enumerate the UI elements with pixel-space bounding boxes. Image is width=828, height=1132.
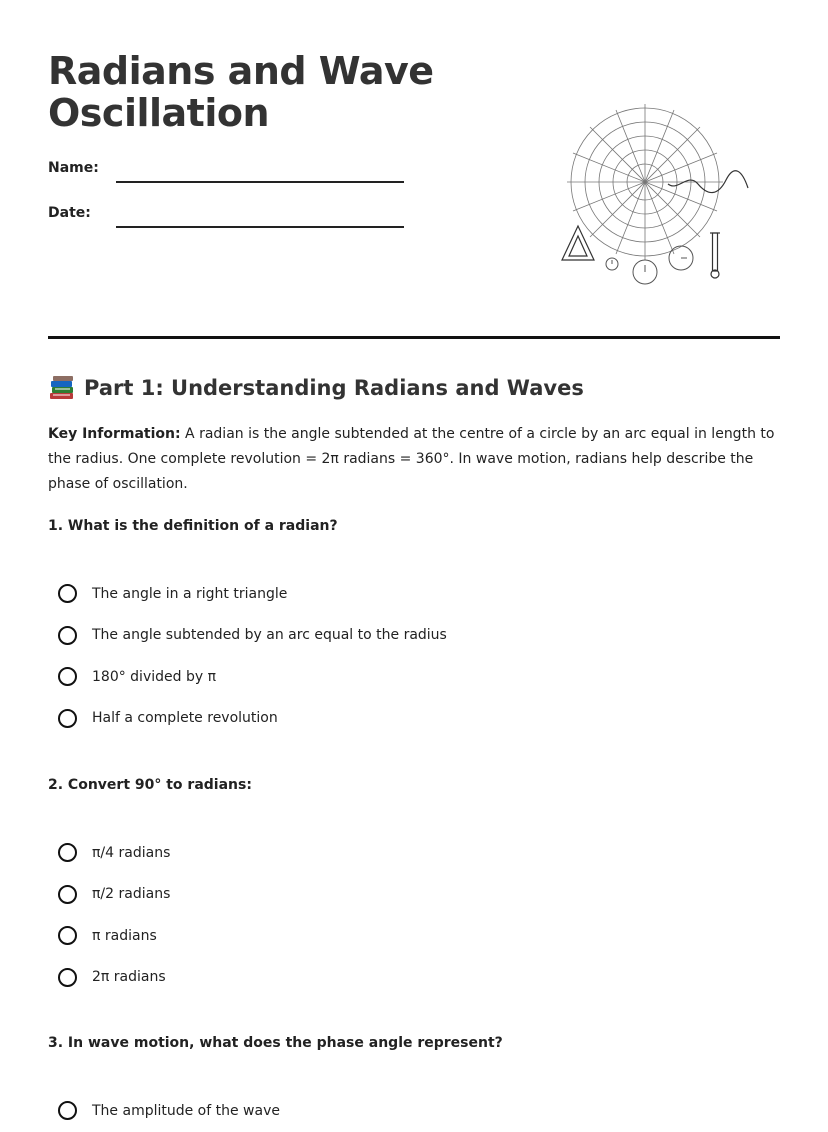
answer-option[interactable] bbox=[58, 957, 170, 999]
answer-label: The angle in a right triangle bbox=[92, 585, 288, 602]
answer-label: 180° divided by π bbox=[92, 668, 217, 685]
radio-button[interactable] bbox=[58, 926, 77, 945]
answer-options bbox=[58, 573, 447, 739]
date-field-row bbox=[48, 205, 408, 235]
answer-label: π radians bbox=[92, 927, 157, 944]
answer-label: π/2 radians bbox=[92, 886, 171, 903]
key-information-text: A radian is the angle subtended at the centre of a circle by an arc equal in length to the radius. One complete revolution = 2π radians = 360°. In wave motion, radians help describe the phase of oscillation. bbox=[48, 426, 775, 492]
books-icon bbox=[48, 374, 76, 402]
key-information-label: Key Information: bbox=[48, 426, 181, 442]
answer-label: 2π radians bbox=[92, 969, 166, 986]
question-text: 3. In wave motion, what does the phase angle represent? bbox=[48, 1035, 503, 1051]
answer-option[interactable] bbox=[58, 615, 447, 657]
name-field-row bbox=[48, 160, 408, 190]
radio-button[interactable] bbox=[58, 626, 77, 645]
page-title: Radians and Wave Oscillation bbox=[48, 49, 434, 135]
radio-button[interactable] bbox=[58, 968, 77, 987]
answer-label: Half a complete revolution bbox=[92, 710, 278, 727]
radio-button[interactable] bbox=[58, 885, 77, 904]
answer-label: π/4 radians bbox=[92, 844, 171, 861]
name-input-line[interactable] bbox=[116, 181, 404, 183]
question-text: 1. What is the definition of a radian? bbox=[48, 518, 338, 534]
answer-option[interactable] bbox=[58, 698, 447, 740]
answer-label: The angle subtended by an arc equal to the radius bbox=[92, 627, 447, 644]
name-label: Name: bbox=[48, 160, 99, 176]
radio-button[interactable] bbox=[58, 709, 77, 728]
answer-options bbox=[58, 832, 170, 998]
key-information bbox=[48, 422, 778, 497]
question-3 bbox=[48, 1035, 778, 1119]
answer-option[interactable] bbox=[58, 915, 170, 957]
answer-option[interactable] bbox=[58, 832, 170, 874]
radio-button[interactable] bbox=[58, 667, 77, 686]
date-label: Date: bbox=[48, 205, 91, 221]
section-title: Part 1: Understanding Radians and Waves bbox=[84, 376, 584, 400]
question-1 bbox=[48, 518, 778, 727]
radio-button[interactable] bbox=[58, 584, 77, 603]
answer-option[interactable] bbox=[58, 573, 447, 615]
radio-button[interactable] bbox=[58, 1101, 77, 1120]
question-2 bbox=[48, 777, 778, 986]
date-input-line[interactable] bbox=[116, 226, 404, 228]
answer-options bbox=[58, 1090, 280, 1132]
answer-option[interactable] bbox=[58, 1090, 280, 1132]
radio-button[interactable] bbox=[58, 843, 77, 862]
question-text: 2. Convert 90° to radians: bbox=[48, 777, 252, 793]
answer-option[interactable] bbox=[58, 656, 447, 698]
section-heading bbox=[48, 374, 584, 402]
answer-label: The amplitude of the wave bbox=[92, 1102, 280, 1119]
answer-option[interactable] bbox=[58, 874, 170, 916]
section-divider bbox=[48, 336, 780, 339]
radian-wave-illustration bbox=[556, 100, 756, 290]
